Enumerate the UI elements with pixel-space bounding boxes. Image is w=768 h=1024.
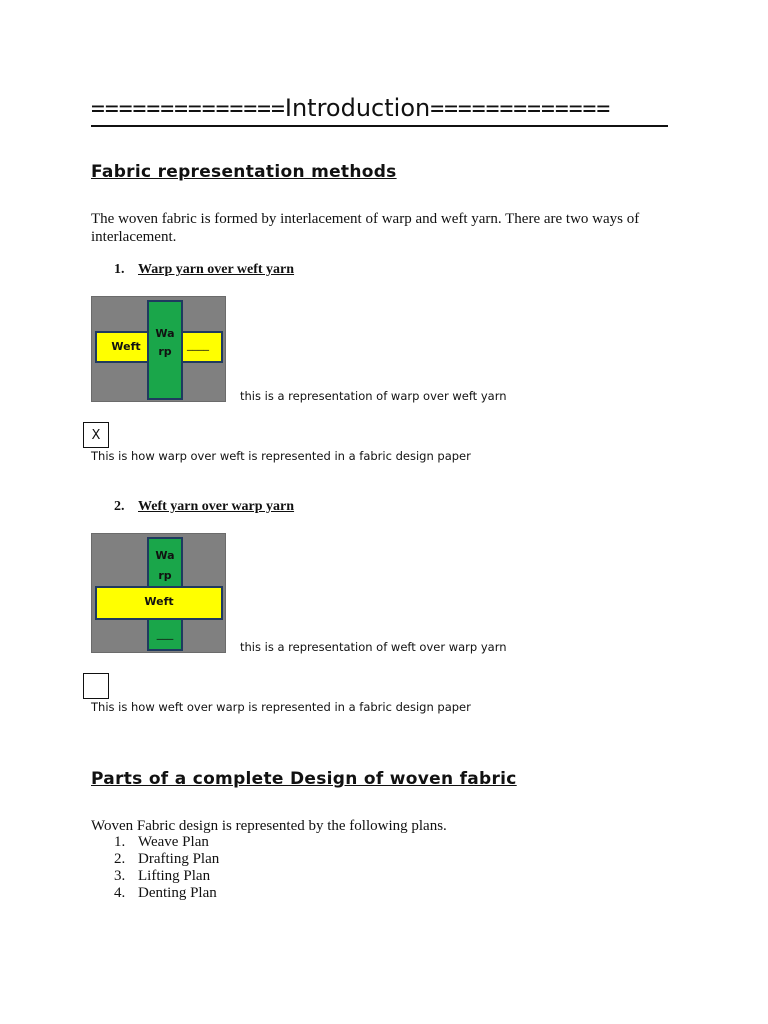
list-item: 4. Denting Plan	[114, 885, 217, 901]
warp-dash: ___	[156, 627, 174, 640]
method1-number: 1.	[114, 262, 125, 277]
warp-label-1: Wa	[155, 549, 175, 562]
weft-over-warp-symbol	[83, 673, 109, 699]
method1-heading	[114, 262, 294, 278]
warp-over-weft-diagram	[91, 296, 226, 402]
list-item: 2. Drafting Plan	[114, 851, 220, 867]
method2-title: Weft yarn over warp yarn	[138, 499, 295, 514]
method2-symbol-caption: This is how weft over warp is represented in a fabric design paper	[91, 700, 471, 714]
warp-label-2: rp	[158, 569, 172, 582]
section-heading-design-parts: Parts of a complete Design of woven fabric	[91, 769, 517, 789]
title-right-rule: =============	[430, 96, 611, 122]
page-title	[91, 94, 668, 127]
title-left-rule: ==============	[91, 96, 285, 122]
method1-diagram-caption: this is a representation of warp over weft yarn	[240, 389, 507, 403]
method2-diagram-caption: this is a representation of weft over warp yarn	[240, 640, 507, 654]
weft-label: Weft	[144, 595, 174, 608]
section-heading-representation: Fabric representation methods	[91, 162, 397, 182]
intro-paragraph: The woven fabric is formed by interlacement of warp and weft yarn. There are two ways of interlacement.	[91, 211, 640, 245]
weft-label: Weft	[111, 340, 141, 353]
plans-intro: Woven Fabric design is represented by the following plans.	[91, 818, 447, 834]
weft-over-warp-diagram	[91, 533, 226, 653]
list-item: 1. Weave Plan	[114, 834, 209, 850]
warp-label-1: Wa	[155, 327, 175, 340]
method1-title: Warp yarn over weft yarn	[138, 262, 295, 277]
title-text: Introduction	[284, 94, 431, 122]
warp-over-weft-symbol: X	[83, 422, 109, 448]
method1-symbol-caption: This is how warp over weft is represented in a fabric design paper	[91, 449, 471, 463]
plans-list	[91, 834, 219, 902]
method2-heading	[114, 499, 294, 515]
warp-label-2: rp	[158, 345, 172, 358]
weft-dash: ____	[187, 338, 209, 351]
list-item: 3. Lifting Plan	[114, 868, 211, 884]
method2-number: 2.	[114, 499, 125, 514]
